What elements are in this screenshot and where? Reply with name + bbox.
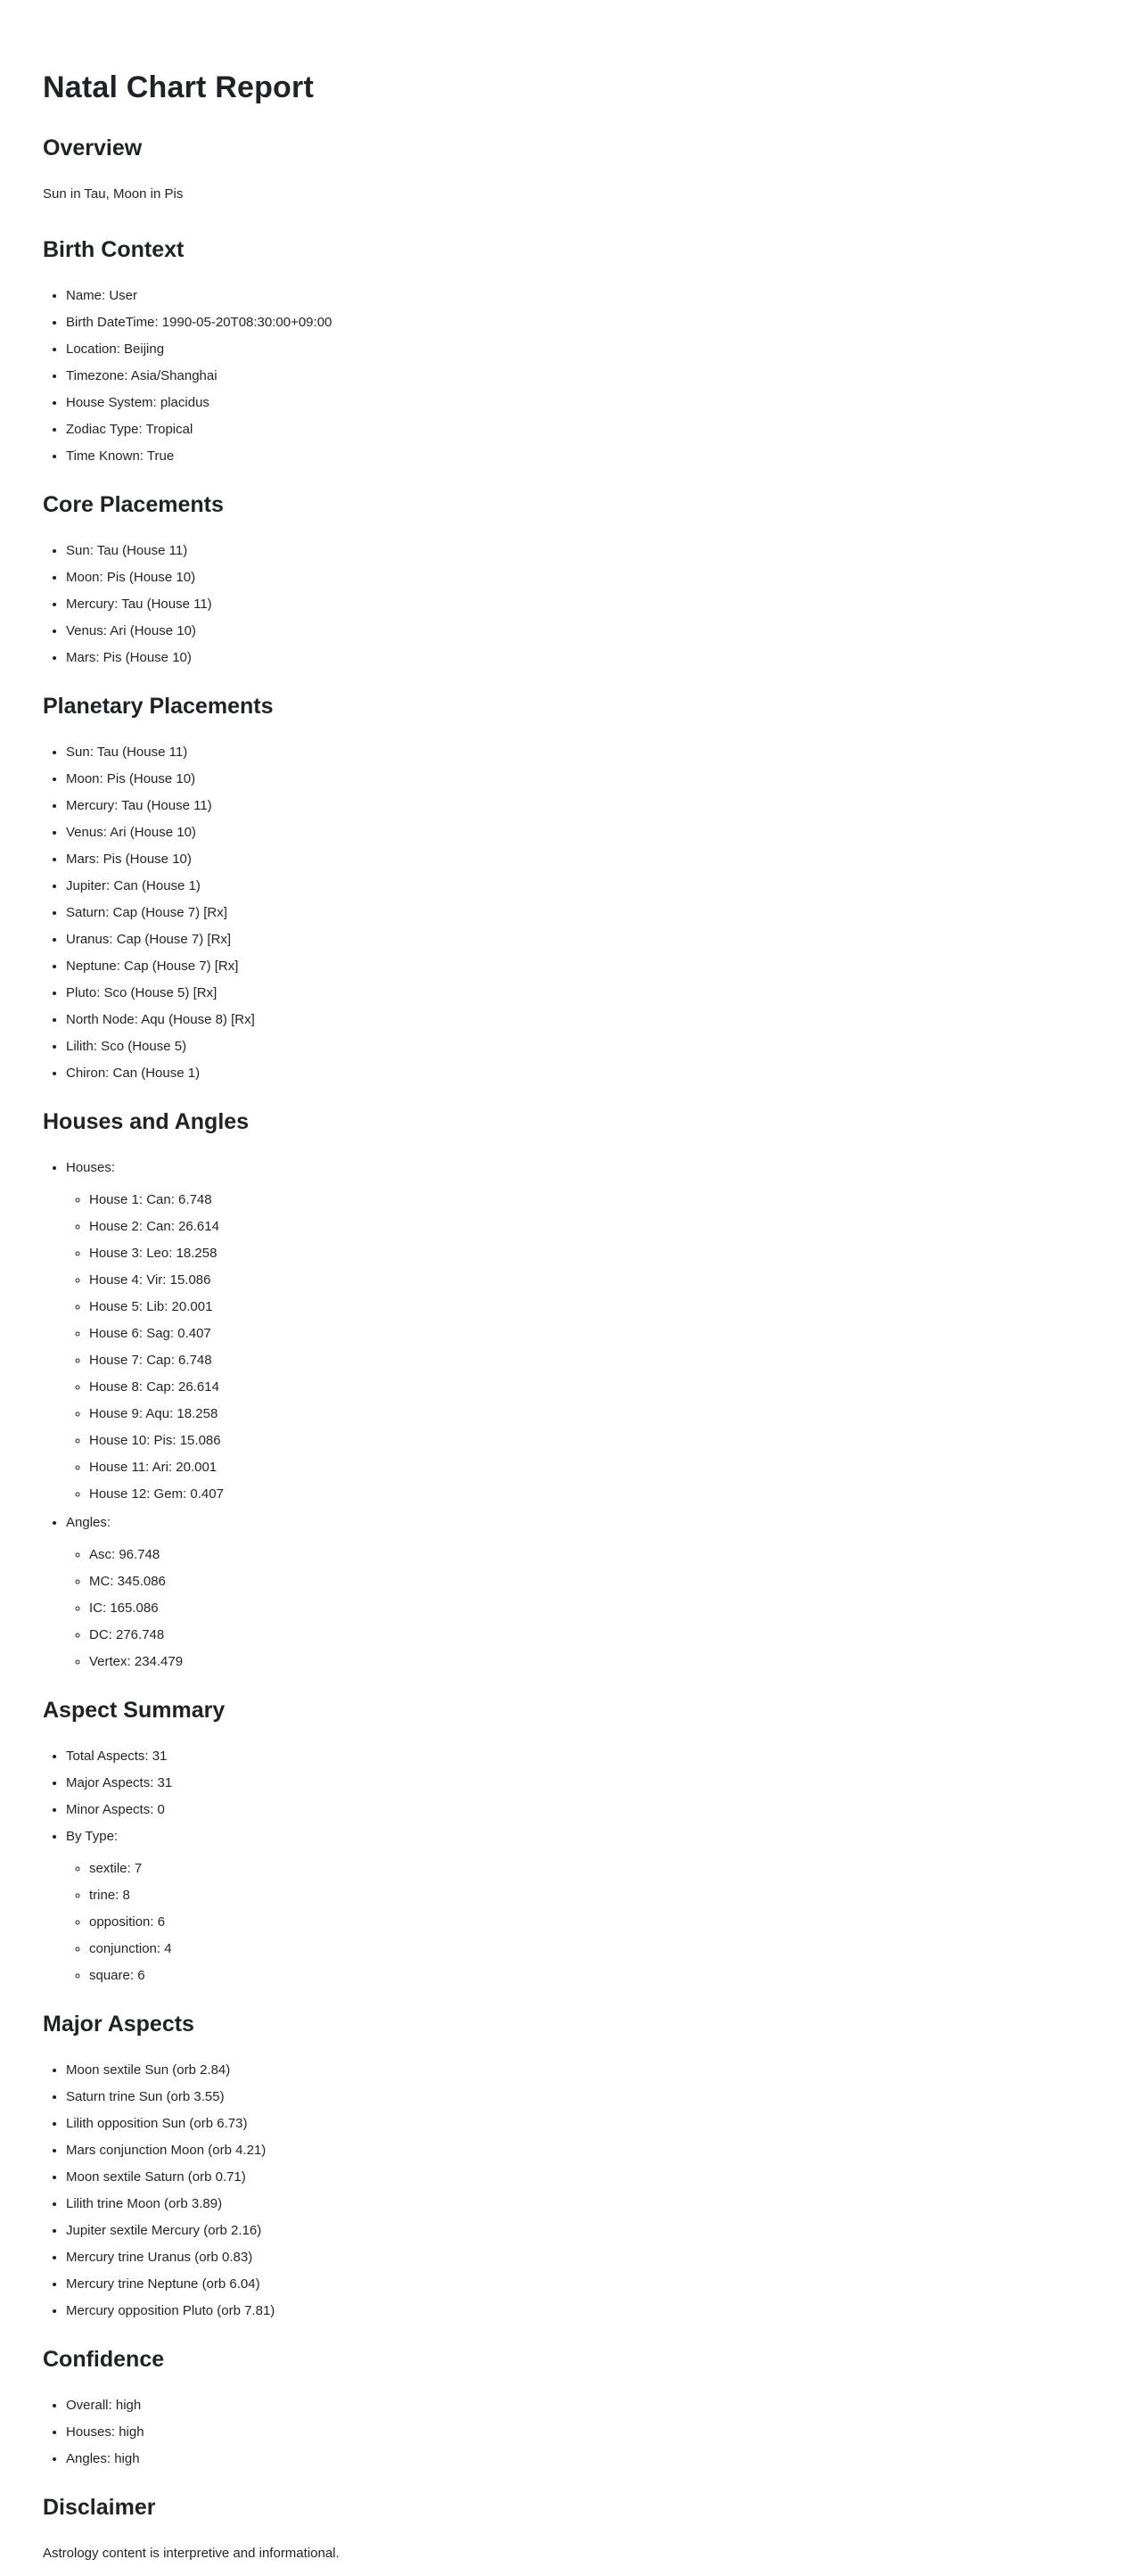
list-item: • North Node: Aqu (House 8) [Rx]: [66, 1009, 1098, 1031]
core-placements-list: [43, 540, 1098, 669]
list-item: • Mars conjunction Moon (orb 4.21): [66, 2140, 1098, 2161]
list-item: ◦ House 12: Gem: 0.407: [89, 1484, 1098, 1505]
list-item: ◦ trine: 8: [89, 1885, 1098, 1906]
overview-heading: Overview: [43, 136, 143, 160]
list-item: • Major Aspects: 31: [66, 1773, 1098, 1794]
list-item: ◦ Vertex: 234.479: [89, 1651, 1098, 1673]
confidence-list: [43, 2395, 1098, 2470]
list-item: • Saturn trine Sun (orb 3.55): [66, 2086, 1098, 2108]
aspect-summary-list: [43, 1746, 1098, 1987]
houses-angles-heading: Houses and Angles: [43, 1109, 250, 1134]
overview-text: Sun in Tau, Moon in Pis: [43, 186, 184, 202]
list-item: • Overall: high: [66, 2395, 1098, 2416]
list-item: • Uranus: Cap (House 7) [Rx]: [66, 929, 1098, 951]
aspect-summary-heading: Aspect Summary: [43, 1698, 226, 1723]
list-item: • Saturn: Cap (House 7) [Rx]: [66, 902, 1098, 924]
list-item: ◦ House 1: Can: 6.748: [89, 1189, 1098, 1211]
list-item: ◦ House 10: Pis: 15.086: [89, 1430, 1098, 1452]
list-item: • Moon sextile Saturn (orb 0.71): [66, 2167, 1098, 2188]
houses-angles-list: [43, 1157, 1098, 1673]
angles-label: Angles:: [66, 1515, 111, 1530]
list-item: • Neptune: Cap (House 7) [Rx]: [66, 956, 1098, 977]
disclaimer-text: Astrology content is interpretive and informational.: [43, 2546, 340, 2561]
list-item: ◦ House 8: Cap: 26.614: [89, 1377, 1098, 1398]
major-aspects-list: [43, 2060, 1098, 2322]
major-aspects-heading: Major Aspects: [43, 2012, 194, 2037]
list-item: ◦ House 7: Cap: 6.748: [89, 1350, 1098, 1371]
list-item: • Pluto: Sco (House 5) [Rx]: [66, 983, 1098, 1004]
list-item: • Time Known: True: [66, 446, 1098, 467]
planetary-placements-heading: Planetary Placements: [43, 694, 274, 719]
list-item: ◦ House 11: Ari: 20.001: [89, 1457, 1098, 1478]
list-item: ◦ House 2: Can: 26.614: [89, 1216, 1098, 1238]
list-item: • Total Aspects: 31: [66, 1746, 1098, 1767]
list-item: ◦ House 4: Vir: 15.086: [89, 1270, 1098, 1291]
list-item: ◦ House 6: Sag: 0.407: [89, 1323, 1098, 1345]
list-item: • House System: placidus: [66, 392, 1098, 414]
houses-label: Houses:: [66, 1160, 116, 1175]
list-item: ◦ IC: 165.086: [89, 1598, 1098, 1619]
list-item: • Mars: Pis (House 10): [66, 849, 1098, 870]
list-item: ◦ House 3: Leo: 18.258: [89, 1243, 1098, 1264]
planetary-placements-list: [43, 742, 1098, 1084]
houses-list: [43, 1189, 1098, 1505]
list-item: • Name: User: [66, 285, 1098, 307]
birth-context-heading: Birth Context: [43, 237, 185, 262]
list-item: • Minor Aspects: 0: [66, 1799, 1098, 1821]
list-item: • Jupiter sextile Mercury (orb 2.16): [66, 2220, 1098, 2242]
list-item: • Mercury opposition Pluto (orb 7.81): [66, 2300, 1098, 2322]
list-item: • Location: Beijing: [66, 339, 1098, 360]
list-item: ◦ opposition: 6: [89, 1912, 1098, 1933]
list-item: • Zodiac Type: Tropical: [66, 419, 1098, 440]
list-item: • Houses: high: [66, 2422, 1098, 2443]
list-item: • Mercury: Tau (House 11): [66, 795, 1098, 817]
list-item: • Venus: Ari (House 10): [66, 621, 1098, 642]
list-item: • Chiron: Can (House 1): [66, 1063, 1098, 1084]
list-item: • Venus: Ari (House 10): [66, 822, 1098, 844]
list-item: ◦ sextile: 7: [89, 1858, 1098, 1880]
list-item: • Timezone: Asia/Shanghai: [66, 366, 1098, 387]
list-item: • Angles: high: [66, 2448, 1098, 2470]
page-title: Natal Chart Report: [43, 70, 314, 104]
list-item: • Lilith opposition Sun (orb 6.73): [66, 2113, 1098, 2135]
list-item: • Birth DateTime: 1990-05-20T08:30:00+09:00: [66, 312, 1098, 333]
list-item: • Lilith trine Moon (orb 3.89): [66, 2193, 1098, 2215]
by-type-group: [66, 1826, 1098, 1987]
list-item: • Mercury: Tau (House 11): [66, 594, 1098, 615]
list-item: ◦ MC: 345.086: [89, 1571, 1098, 1593]
list-item: • Moon: Pis (House 10): [66, 567, 1098, 588]
core-placements-heading: Core Placements: [43, 492, 224, 517]
list-item: • Moon sextile Sun (orb 2.84): [66, 2060, 1098, 2081]
list-item: ◦ conjunction: 4: [89, 1938, 1098, 1960]
by-type-label: By Type:: [66, 1829, 119, 1844]
list-item: • Jupiter: Can (House 1): [66, 876, 1098, 897]
list-item: ◦ square: 6: [89, 1965, 1098, 1987]
list-item: • Moon: Pis (House 10): [66, 769, 1098, 790]
list-item: ◦ House 5: Lib: 20.001: [89, 1296, 1098, 1318]
houses-group: [66, 1157, 1098, 1505]
by-type-list: [43, 1858, 1098, 1987]
list-item: • Mars: Pis (House 10): [66, 647, 1098, 669]
list-item: ◦ DC: 276.748: [89, 1625, 1098, 1646]
list-item: • Lilith: Sco (House 5): [66, 1036, 1098, 1058]
confidence-heading: Confidence: [43, 2347, 165, 2372]
angles-group: [66, 1512, 1098, 1673]
list-item: ◦ House 9: Aqu: 18.258: [89, 1403, 1098, 1425]
list-item: • Mercury trine Neptune (orb 6.04): [66, 2274, 1098, 2295]
list-item: • Mercury trine Uranus (orb 0.83): [66, 2247, 1098, 2268]
birth-context-list: [43, 285, 1098, 467]
angles-list: [43, 1544, 1098, 1673]
list-item: • Sun: Tau (House 11): [66, 742, 1098, 763]
list-item: ◦ Asc: 96.748: [89, 1544, 1098, 1566]
list-item: • Sun: Tau (House 11): [66, 540, 1098, 562]
disclaimer-heading: Disclaimer: [43, 2495, 156, 2520]
